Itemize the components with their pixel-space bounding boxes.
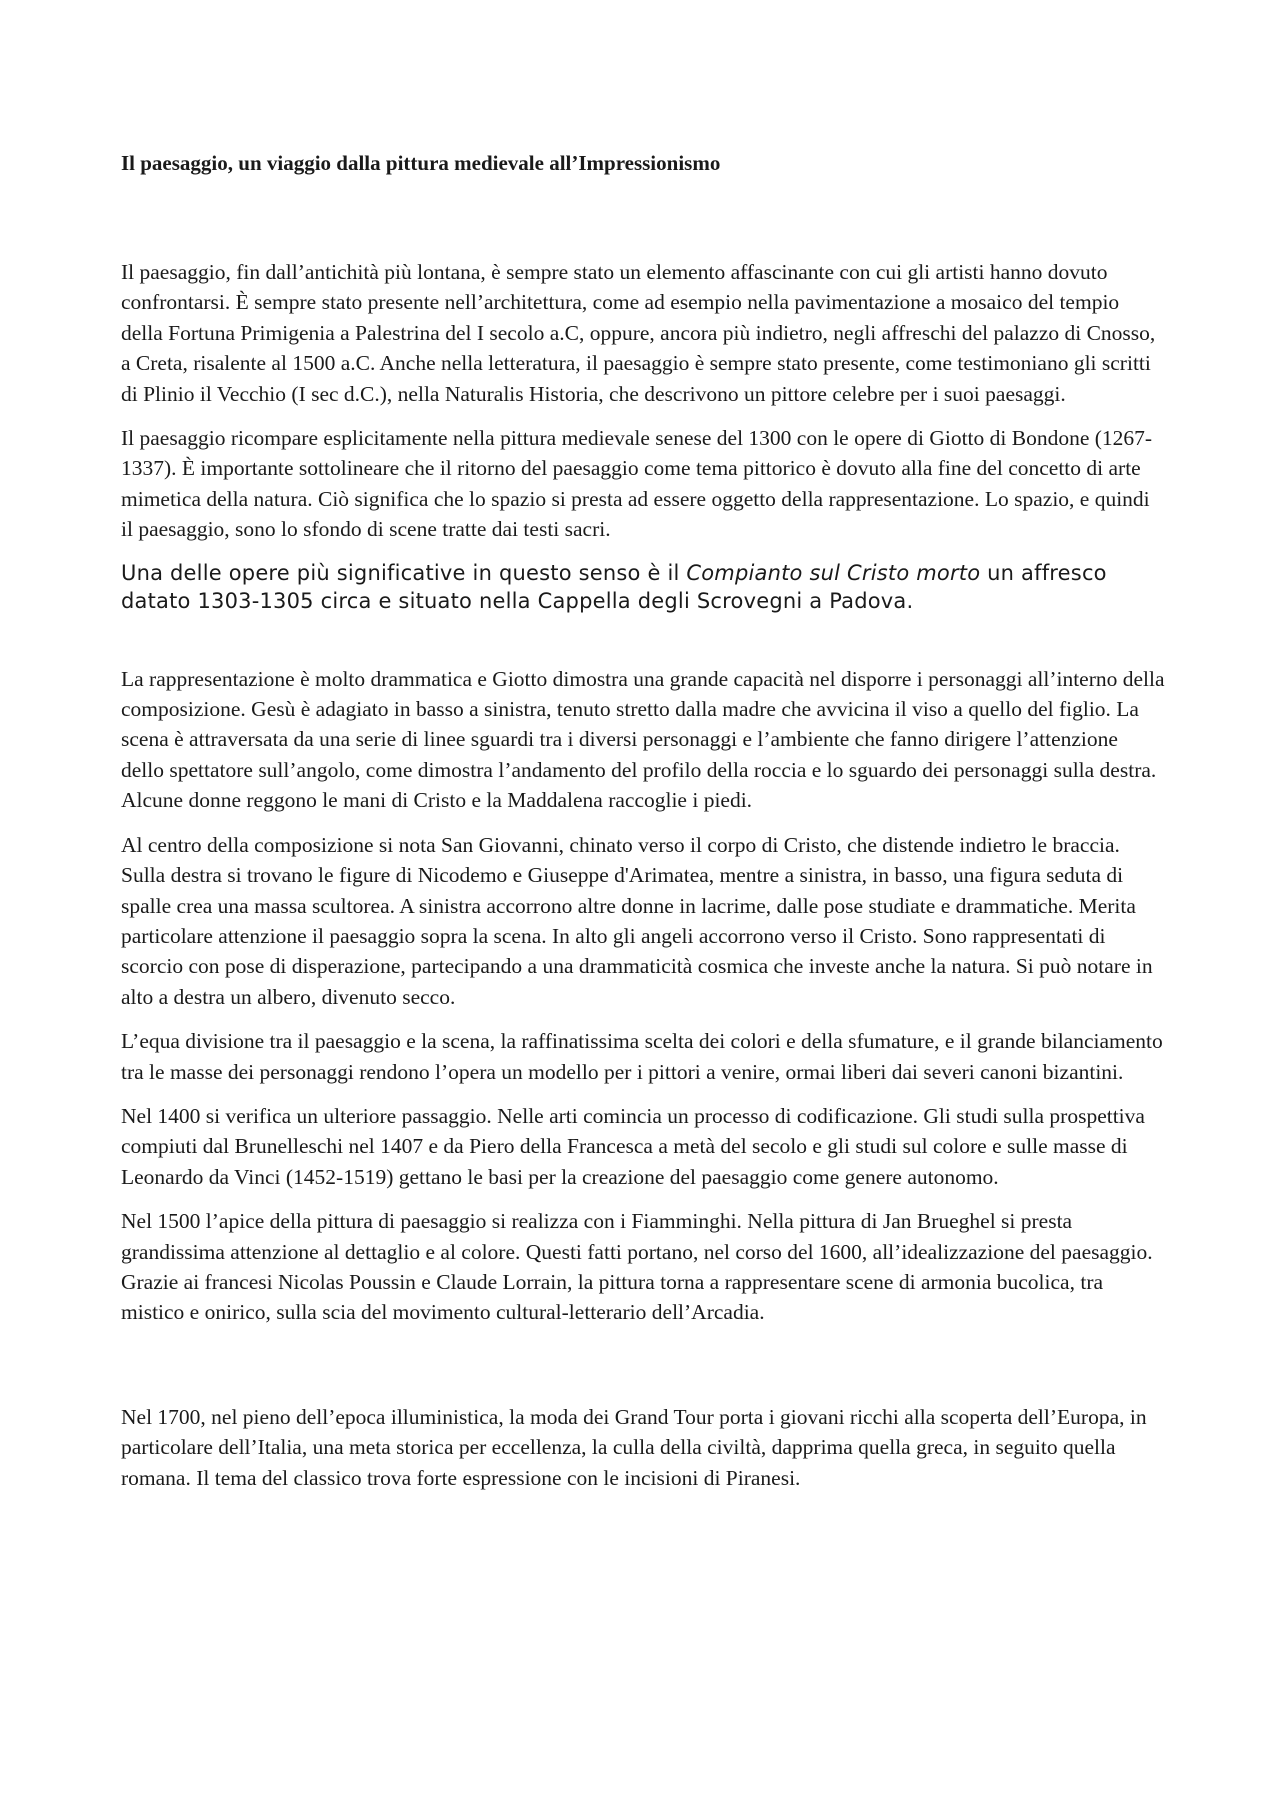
paragraph-giotto: Il paesaggio ricompare esplicitamente nella pittura medievale senese del 1300 con le opere di Giotto di Bondone (1267-1337). È importante sottolineare che il ritorno del paesaggio come tema pittorico è dovuto alla fine del concetto di arte mimetica della natura. Ciò significa che lo spazio si presta ad essere oggetto della rappresentazione. Lo spazio, e quindi il paesaggio, sono lo sfondo di scene tratte dai testi sacri. (121, 426, 1153, 542)
paragraph-rappresentazione: La rappresentazione è molto drammatica e Giotto dimostra una grande capacità nel disporre i personaggi all’interno della composizione. Gesù è adagiato in basso a sinistra, tenuto stretto dalla madre che avvicina il viso a quello del figlio. La scena è attraversata da una serie di linee sguardi tra i diversi personaggi e l’ambiente che fanno dirigere l’attenzione dello spettatore sull’angolo, come dimostra l’andamento del profilo della roccia e lo sguardo dei personaggi sulla destra. Alcune donne reggono le mani di Cristo e la Maddalena raccoglie i piedi. (121, 666, 1165, 813)
document-body (121, 148, 1166, 1507)
highlight-paragraph (121, 559, 1166, 616)
paragraph-intro: Il paesaggio, fin dall’antichità più lontana, è sempre stato un elemento affascinante con cui gli artisti hanno dovuto confrontarsi. È sempre stato presente nell’architettura, come ad esempio nella pavimentazione a mosaico del tempio della Fortuna Primigenia a Palestrina del I secolo a.C, oppure, ancora più indietro, negli affreschi del palazzo di Cnosso, a Creta, risalente al 1500 a.C. Anche nella letteratura, il paesaggio è sempre stato presente, come testimoniano gli scritti di Plinio il Vecchio (I sec d.C.), nella Naturalis Historia, che descrivono un pittore celebre per i suoi paesaggi. (121, 260, 1156, 406)
paragraph-1400: Nel 1400 si verifica un ulteriore passaggio. Nelle arti comincia un processo di codificazione. Gli studi sulla prospettiva compiuti dal Brunelleschi nel 1407 e da Piero della Francesca a metà del secolo e gli studi sul colore e sulle masse di Leonardo da Vinci (1452-1519) gettano le basi per la creazione del paesaggio come genere autonomo. (121, 1103, 1145, 1189)
paragraph-equa-divisione: L’equa divisione tra il paesaggio e la scena, la raffinatissima scelta dei colori e della sfumature, e il grande bilanciamento tra le masse dei personaggi rendono l’opera un modello per i pittori a venire, ormai liberi dai severi canoni bizantini. (121, 1029, 1163, 1084)
paragraph-1500: Nel 1500 l’apice della pittura di paesaggio si realizza con i Fiamminghi. Nella pittura di Jan Brueghel si presta grandissima attenzione al dettaglio e al colore. Questi fatti portano, nel corso del 1600, all’idealizzazione del paesaggio. Grazie ai francesi Nicolas Poussin e Claude Lorrain, la pittura torna a rappresentare scene di armonia bucolica, tra mistico e onirico, sulla scia del movimento cultural-letterario dell’Arcadia. (121, 1209, 1153, 1325)
highlight-before: Una delle opere più significative in questo senso è il (121, 560, 687, 585)
document-title: Il paesaggio, un viaggio dalla pittura medievale all’Impressionismo (121, 151, 721, 175)
highlight-artwork-title: Compianto sul Cristo morto (686, 560, 981, 585)
paragraph-san-giovanni: Al centro della composizione si nota San Giovanni, chinato verso il corpo di Cristo, che distende indietro le braccia. Sulla destra si trovano le figure di Nicodemo e Giuseppe d'Arimatea, mentre a sinistra, in basso, una figura seduta di spalle crea una massa scultorea. A sinistra accorrono altre donne in lacrime, dalle pose studiate e drammatiche. Merita particolare attenzione il paesaggio sopra la scena. In alto gli angeli accorrono verso il Cristo. Sono rappresentati di scorcio con pose di disperazione, partecipando a una drammaticità cosmica che investe anche la natura. Si può notare in alto a destra un albero, divenuto secco. (121, 832, 1153, 1009)
paragraph-1700: Nel 1700, nel pieno dell’epoca illuministica, la moda dei Grand Tour porta i giovani ricchi alla scoperta dell’Europa, in particolare dell’Italia, una meta storica per eccellenza, la culla della civiltà, dapprima quella greca, in seguito quella romana. Il tema del classico trova forte espressione con le incisioni di Piranesi. (121, 1404, 1147, 1490)
highlight-after: un affresco datato 1303-1305 circa e situato nella Cappella degli Scrovegni a Padova. (121, 560, 1107, 614)
